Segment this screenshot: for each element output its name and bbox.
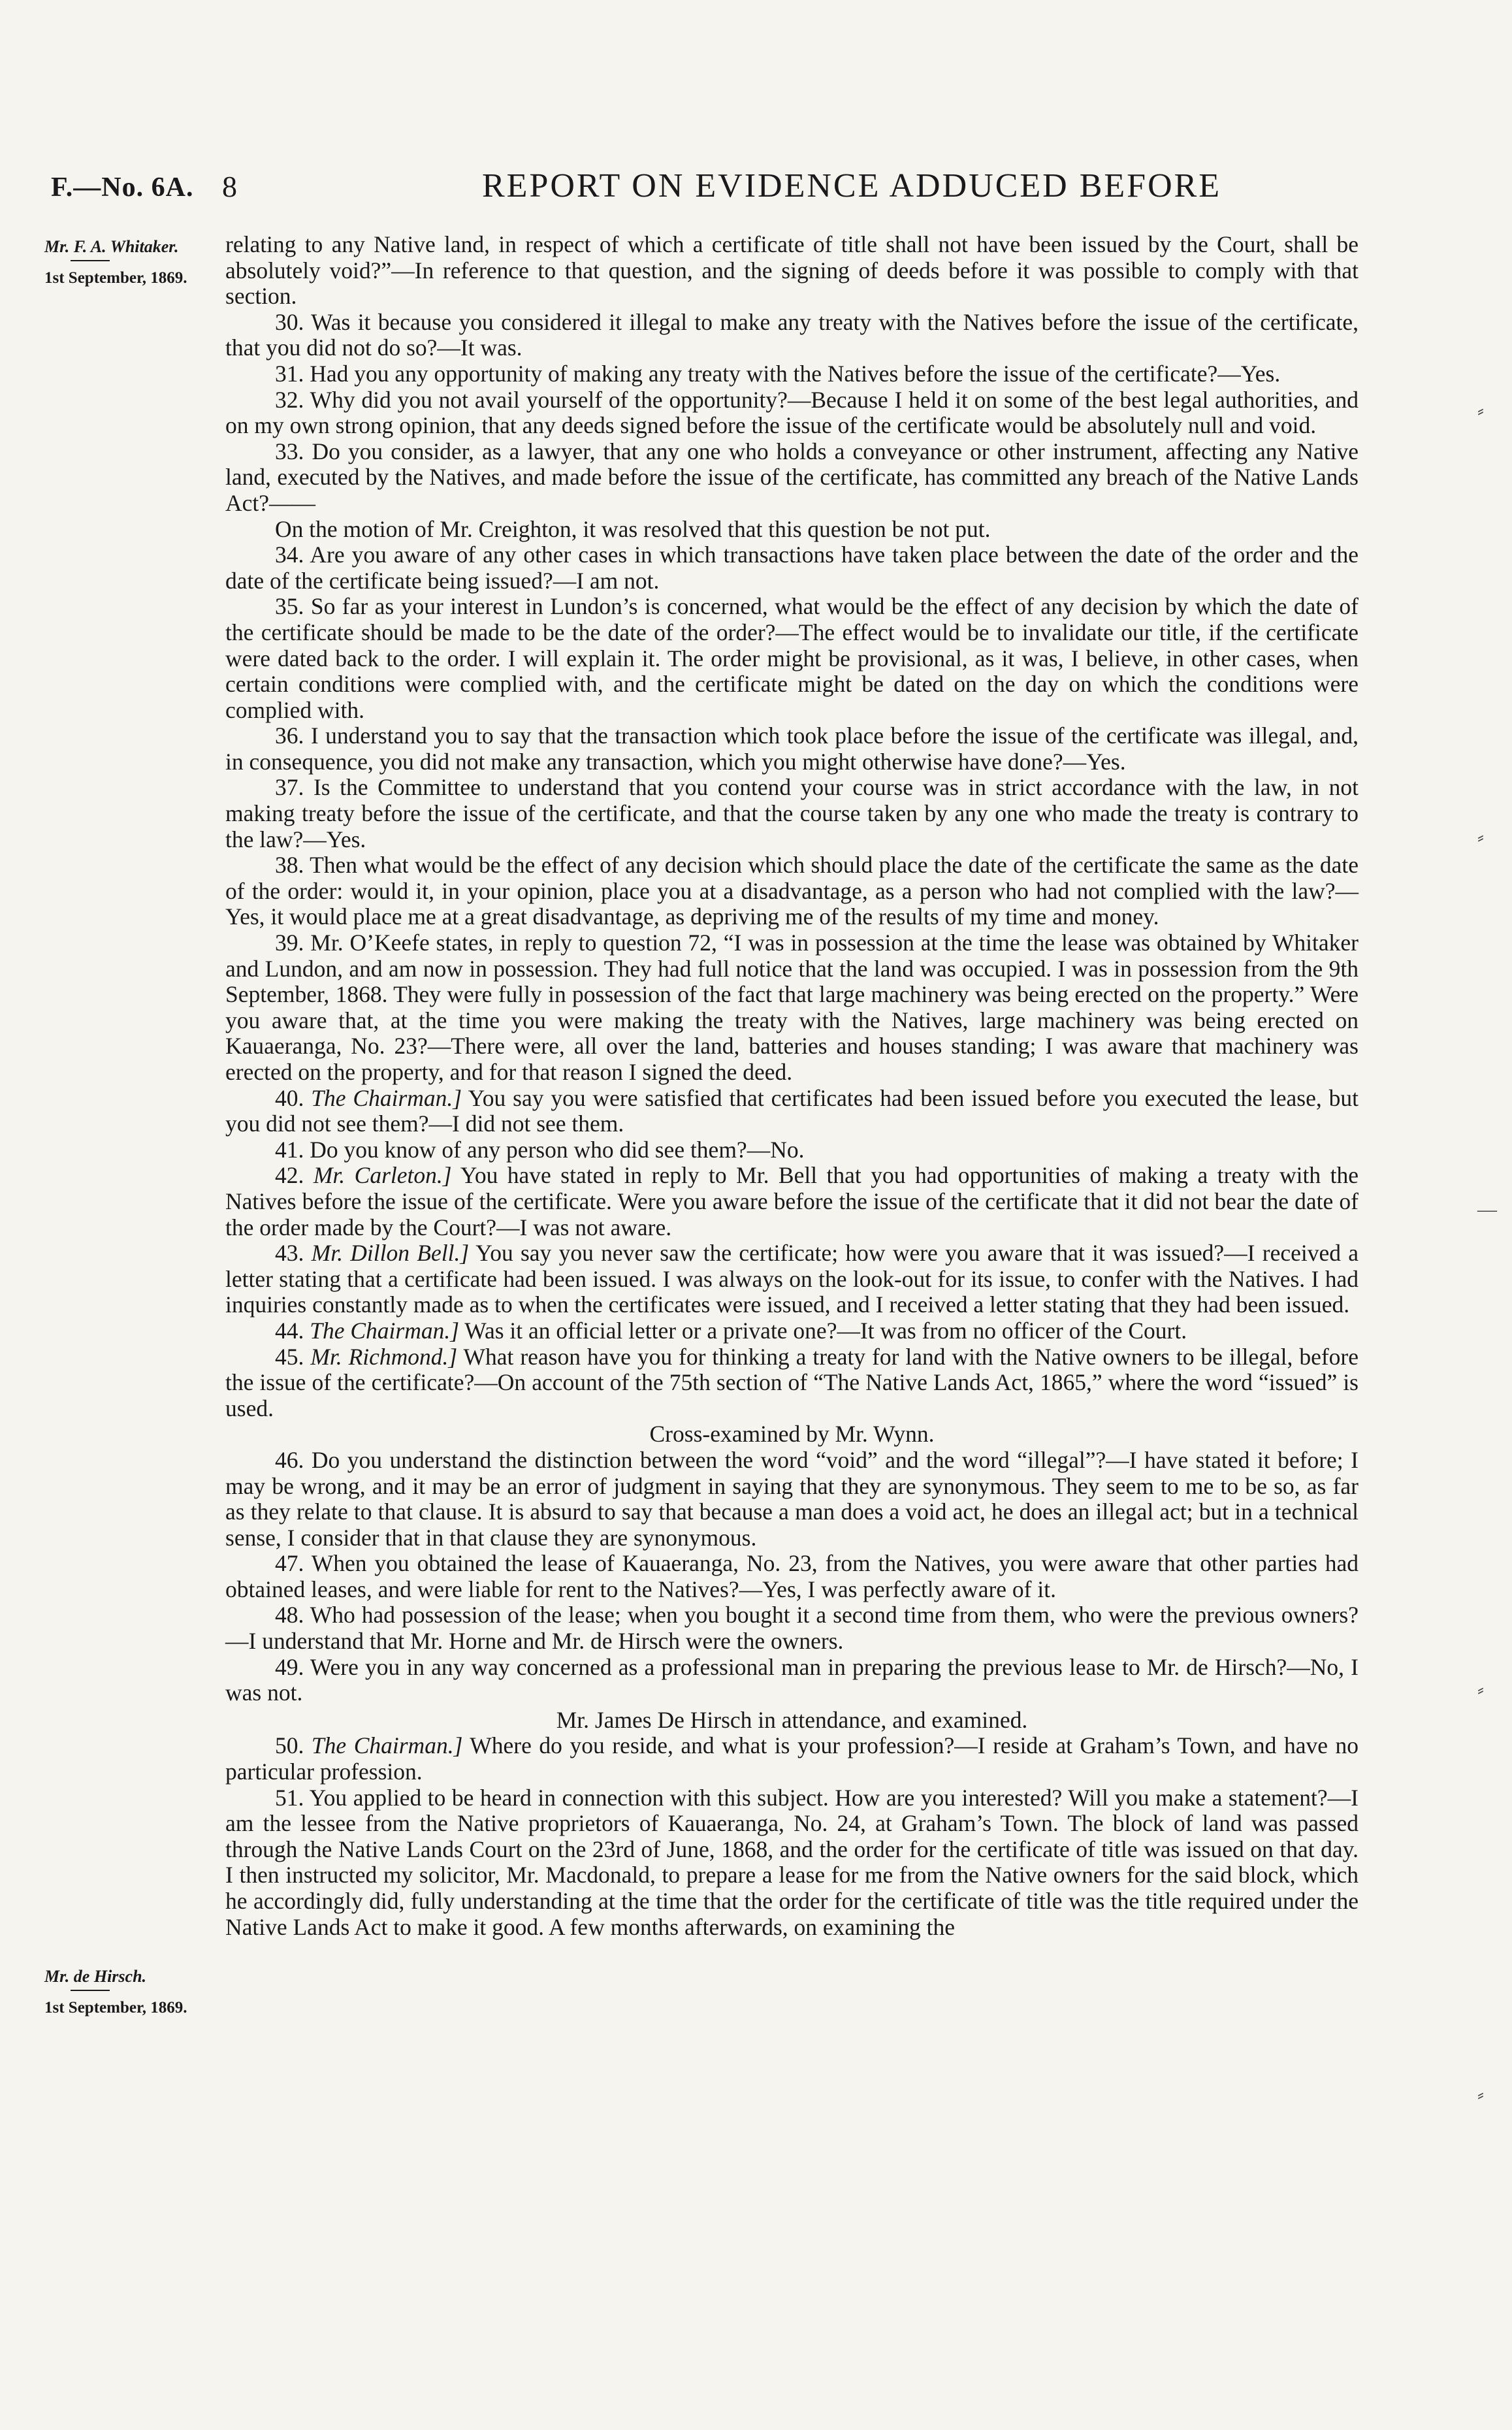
margin-note-whitaker <box>44 235 221 290</box>
page-number: 8 <box>222 170 237 203</box>
speaker: Mr. Richmond.] <box>310 1343 458 1370</box>
binding-mark: ⸗ <box>1477 826 1484 848</box>
binding-mark: — <box>1477 1199 1497 1220</box>
question-37: 37. Is the Committee to understand that you contend your course was in strict accordance with the law, in not making treaty before the issue of the certificate, and that the course taken by any one who made the treaty is contrary to the law?—Yes. <box>225 774 1359 852</box>
binding-mark: ⸗ <box>1477 400 1484 421</box>
question-33: 33. Do you consider, as a lawyer, that any one who holds a conveyance or other instrument, affecting any Native land, executed by the Natives, and made before the issue of the certificate, has committed any breach of the Native Lands Act?—— <box>225 438 1359 516</box>
question-50 <box>225 1733 1359 1785</box>
binding-mark: ⸗ <box>1477 1679 1484 1700</box>
question-32: 32. Why did you not avail yourself of the opportunity?—Because I held it on some of the best legal authorities, and on my own strong opinion, that any deeds signed before the issue of the certificate would be absolutely null and void. <box>225 386 1359 439</box>
question-48: 48. Who had possession of the lease; when you bought it a second time from them, who were the previous owners?—I understand that Mr. Horne and Mr. de Hirsch were the owners. <box>225 1602 1359 1655</box>
question-34: 34. Are you aware of any other cases in which transactions have taken place between the date of the order and the date of the certificate being issued?—I am not. <box>225 542 1359 594</box>
question-45 <box>225 1344 1359 1422</box>
speaker: The Chairman.] <box>310 1317 460 1344</box>
question-35: 35. So far as your interest in Lundon’s is concerned, what would be the effect of any decision by which the date of the certificate should be made to be the date of the order?—The effect would be to invalidate our title, if the certificate were dated back to the order. I will explain it. The order might be provisional, as it was, I believe, in other cases, when certain conditions were complied with, and the certificate might be dated on the day on which the conditions were complied with. <box>225 593 1359 723</box>
question-number: 45. <box>275 1343 304 1370</box>
question-36: 36. I understand you to say that the transaction which took place before the issue of the certificate was illegal, and, in consequence, you did not make any transaction, which you might otherwise have done?—Yes. <box>225 722 1359 775</box>
margin-rule <box>71 260 110 261</box>
margin-rule <box>71 1990 110 1991</box>
question-text: You say you were satisfied that certificates had been issued before you executed the lease, but you did not see them?—I did not see them. <box>225 1084 1359 1137</box>
question-text: You say you never saw the certificate; how were you aware that it was issued?—I received a letter stating that a certificate had been issued. I was always on the look-out for its issue, to confer with the Natives. I had inquiries constantly made as to when the certificates were issued, and I received a letter stating that they had been issued. <box>225 1240 1359 1318</box>
question-39: 39. Mr. O’Keefe states, in reply to question 72, “I was in possession at the time the lease was obtained by Whitaker and Lundon, and am now in possession. They had full notice that the land was occupied. I was in possession from the 9th September, 1868. They were fully in possession of the fact that large machinery was being erected on the property.” Were you aware that, at the time you were making the treaty with the Natives, large machinery was being erected on Kauaeranga, No. 23?—There were, all over the land, batteries and houses standing; I was aware that machinery was erected on the property, and for that reason I signed the deed. <box>225 930 1359 1085</box>
margin-date: 1st September, 1869. <box>44 269 187 287</box>
question-51: 51. You applied to be heard in connection with this subject. How are you interested? Will you make a statement?—I am the lessee from the Native proprietors of Kauaeranga, No. 24, at Graham’s Town. The block of land was passed through the Native Lands Court on the 23rd of June, 1868, and the order for the certificate of title was issued on that day. I then instructed my solicitor, Mr. Macdonald, to prepare a lease for me from the Native owners for the said block, which he accordingly did, fully understanding at the time that the order for the certificate of title was the title required under the Native Lands Act to make it good. A few months afterwards, on examining the <box>225 1784 1359 1940</box>
question-31: 31. Had you any opportunity of making any treaty with the Natives before the issue of the certificate?—Yes. <box>275 360 1281 387</box>
page-header <box>51 167 1357 212</box>
question-38: 38. Then what would be the effect of any decision which should place the date of the certificate the same as the date of the order: would it, in your opinion, place you at a disadvantage, as a person who had not complied with the law?—Yes, it would place me at a great disadvantage, as depriving me of the results of my time and money. <box>225 852 1359 930</box>
question-text: Where do you reside, and what is your profession?—I reside at Graham’s Town, and have no particular profession. <box>225 1732 1359 1785</box>
question-41: 41. Do you know of any person who did see them?—No. <box>275 1136 805 1163</box>
question-text: You have stated in reply to Mr. Bell that you had opportunities of making a treaty with the Natives before the issue of the certificate. Were you aware before the issue of the certificate that it did not bear the date of the order made by the Court?—I was not aware. <box>225 1162 1359 1240</box>
question-number: 40. <box>275 1084 304 1111</box>
speaker: Mr. Carleton.] <box>313 1162 452 1189</box>
cross-examination-heading: Cross-examined by Mr. Wynn. <box>649 1421 935 1448</box>
margin-date: 1st September, 1869. <box>44 1999 187 2017</box>
question-40 <box>225 1086 1359 1137</box>
question-text: What reason have you for thinking a treaty for land with the Native owners to be illegal, before the issue of the certificate?—On account of the 75th section of “The Native Lands Act, 1865,” where the word “issued” is used. <box>225 1343 1359 1421</box>
body-text <box>225 232 1359 1940</box>
question-number: 42. <box>275 1162 304 1189</box>
motion-note: On the motion of Mr. Creighton, it was resolved that this question be not put. <box>275 515 991 542</box>
speaker: Mr. Dillon Bell.] <box>311 1240 470 1267</box>
margin-note-de-hirsch <box>44 1965 221 2020</box>
paper-number: F.—No. 6A. <box>51 172 194 202</box>
attendance-heading: Mr. James De Hirsch in attendance, and examined. <box>556 1706 1028 1733</box>
question-47: 47. When you obtained the lease of Kauaeranga, No. 23, from the Natives, you were aware that other parties had obtained leases, and were liable for rent to the Natives?—Yes, I was perfectly aware of it. <box>225 1550 1359 1602</box>
question-number: 44. <box>275 1317 304 1344</box>
paragraph-continuation: relating to any Native land, in respect of which a certificate of title shall not have been issued by the Court, shall be absolutely void?”—In reference to that question, and the signing of deeds before it was possible to comply with that section. <box>225 231 1359 310</box>
binding-mark: ⸗ <box>1477 2084 1484 2105</box>
margin-witness-name: Mr. F. A. Whitaker. <box>44 237 179 256</box>
question-text: Was it an official letter or a private one?—It was from no officer of the Court. <box>464 1317 1187 1344</box>
question-46: 46. Do you understand the distinction between the word “void” and the word “illegal”?—I have stated it before; I may be wrong, and it may be an error of judgment in saying that they are synonymous. They seem to me to be so, as far as they relate to that clause. It is absurd to say that because a man does a void act, he does an illegal act; but in a technical sense, I consider that in that clause they are synonymous. <box>225 1446 1359 1551</box>
speaker: The Chairman.] <box>311 1732 463 1759</box>
margin-witness-name: Mr. de Hirsch. <box>44 1967 147 1986</box>
question-number: 50. <box>275 1732 304 1759</box>
question-49: 49. Were you in any way concerned as a professional man in preparing the previous lease to Mr. de Hirsch?—No, I was not. <box>225 1653 1359 1706</box>
question-43 <box>225 1240 1359 1318</box>
question-42 <box>225 1163 1359 1240</box>
question-number: 43. <box>275 1240 304 1267</box>
speaker: The Chairman.] <box>311 1084 462 1111</box>
question-44 <box>225 1318 1359 1344</box>
running-title: REPORT ON EVIDENCE ADDUCED BEFORE <box>482 167 1222 204</box>
question-30: 30. Was it because you considered it illegal to make any treaty with the Natives before the issue of the certificate, that you did not do so?—It was. <box>225 308 1359 361</box>
